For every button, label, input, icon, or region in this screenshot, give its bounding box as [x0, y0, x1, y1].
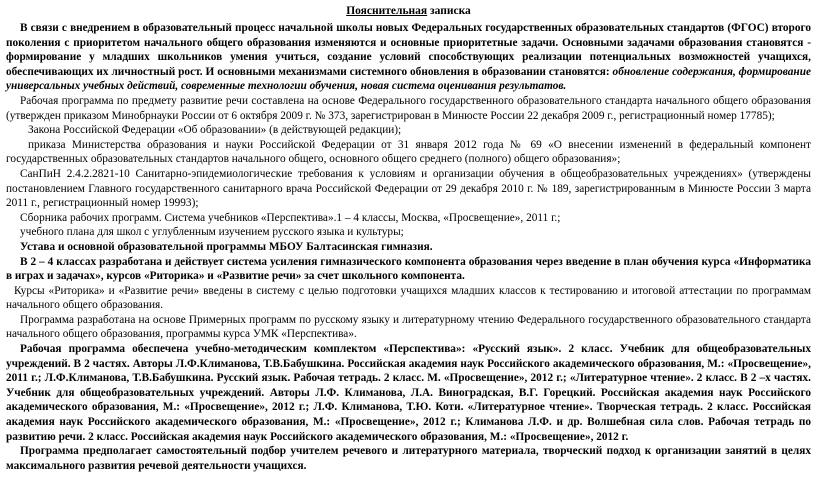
paragraph-courses: Курсы «Риторика» и «Развитие речи» введены в систему с целью подготовки учащихся младших классов к тестированию и итоговой аттестации по программам начального общего образования.	[6, 284, 811, 312]
paragraph-intro-text: В связи с внедрением в образовательный процесс начальной школы новых Федеральных государственных образовательных стандартов (ФГОС) второго поколения с приоритетом начального общего образования изменяются и основные приоритетные задачи. Основными задачами образования становятся - формирование у младших школьников умения учиться, создание условий способствующих реализации потенциальных возможностей учащихся, обеспечивающих их личностный рост. И основными механизмами системного обновления в образовании становятся:	[6, 22, 811, 78]
paragraph-charter: Устава и основной образовательной программы МБОУ Балтасинская гимназия.	[20, 240, 433, 253]
paragraph-basis: Программа разработана на основе Примерных программ по русскому языку и литературному чтению Федерального государственного образовательного стандарта начального общего образования, программы курса УМК «Перспектива».	[6, 313, 811, 341]
paragraph-gymnasium-component: В 2 – 4 классах разработана и действует система усиления гимназического компонента образования через введение в план обучения курса «Информатика в играх и задачах», курсов «Риторика» и «Развитие речи» за счет школьного компонента.	[6, 255, 811, 283]
paragraph-intro-italic: обновление содержания, формирование универсальных учебных действий, современные технологии обучения, новая система оценивания результатов.	[6, 65, 811, 93]
document-title	[6, 4, 811, 19]
paragraph-education-law: Закона Российской Федерации «Об образовании» (в действующей редакции);	[28, 124, 402, 137]
paragraph-teacher-approach: Программа предполагает самостоятельный подбор учителем речевого и литературного материала, творческий подход к организации занятий в целях максимального развития речевой деятельности учащихся.	[6, 445, 811, 472]
paragraph-textbooks: Рабочая программа обеспечена учебно-методическим комплектом «Перспектива»: «Русский язык». 2 класс. Учебник для общеобразовательных учреждений. В 2 частях. Авторы Л.Ф.Климанова, Т.В.Бабушкина. Российская академия наук Российского академического образования, М.: «Просвещение», 2011 г.; Л.Ф.Климанова, Т.В.Бабушкина. Русский язык. Рабочая тетрадь. 2 класс. М. «Просвещение», 2012 г.; «Литературное чтение». 2 класс. В 2 –х частях. Учебник для общеобразовательных учреждений. Авторы Л.Ф. Климанова, Л.А. Виноградская, В.Г. Горецкий. Российская академия наук Российского академического образования, М.: «Просвещение», 2012 г.; Л.Ф. Климанова, Т.Ю. Коти. «Литературное чтение». Творческая тетрадь. 2 класс. Российская академия наук Российского академического образования, М.: «Просвещение», 2012 г.; Климанова Л.Ф. и др. Волшебная сила слов. Рабочая тетрадь по развитию речи. 2 класс. Российская академия наук Российского академического образования, М.: «Просвещение», 2012 г.	[6, 343, 811, 443]
paragraph-sanpin: СанПиН 2.4.2.2821-10 Санитарно-эпидемиологические требования к условиям и организации обучения в общеобразовательных учреждениях» (утверждены постановлением Главного государственного санитарного врача Российской Федерации от 29 декабря 2010 г. № 189, зарегистрированным в Минюсте России 3 марта 2011 г., регистрационный номер 19993);	[6, 167, 811, 210]
paragraph-ministry-order: приказа Министерства образования и науки Российской Федерации от 31 января 2012 года № 69 «О внесении изменений в федеральный компонент государственных образовательных стандартов начального общего, основного общего среднего (полного) общего образования»;	[6, 138, 811, 166]
paragraph-work-program: Рабочая программа по предмету развитие речи составлена на основе Федерального государственного образовательного стандарта начального общего образования (утвержден приказом Минобрнауки России от 6 октября 2009 г. № 373, зарегистрирован в Минюсте России 22 декабря 2009 г., регистрационный номер 17785);	[6, 94, 811, 122]
title-word-underlined: Пояснительная	[346, 5, 428, 17]
paragraph-curriculum: учебного плана для школ с углубленным изучением русского языка и культуры;	[20, 226, 404, 239]
paragraph-intro	[6, 21, 811, 94]
paragraph-program-collection: Сборника рабочих программ. Система учебников «Перспектива».1 – 4 классы, Москва, «Просвещение», 2011 г.;	[20, 211, 561, 224]
title-word: записка	[427, 5, 471, 17]
